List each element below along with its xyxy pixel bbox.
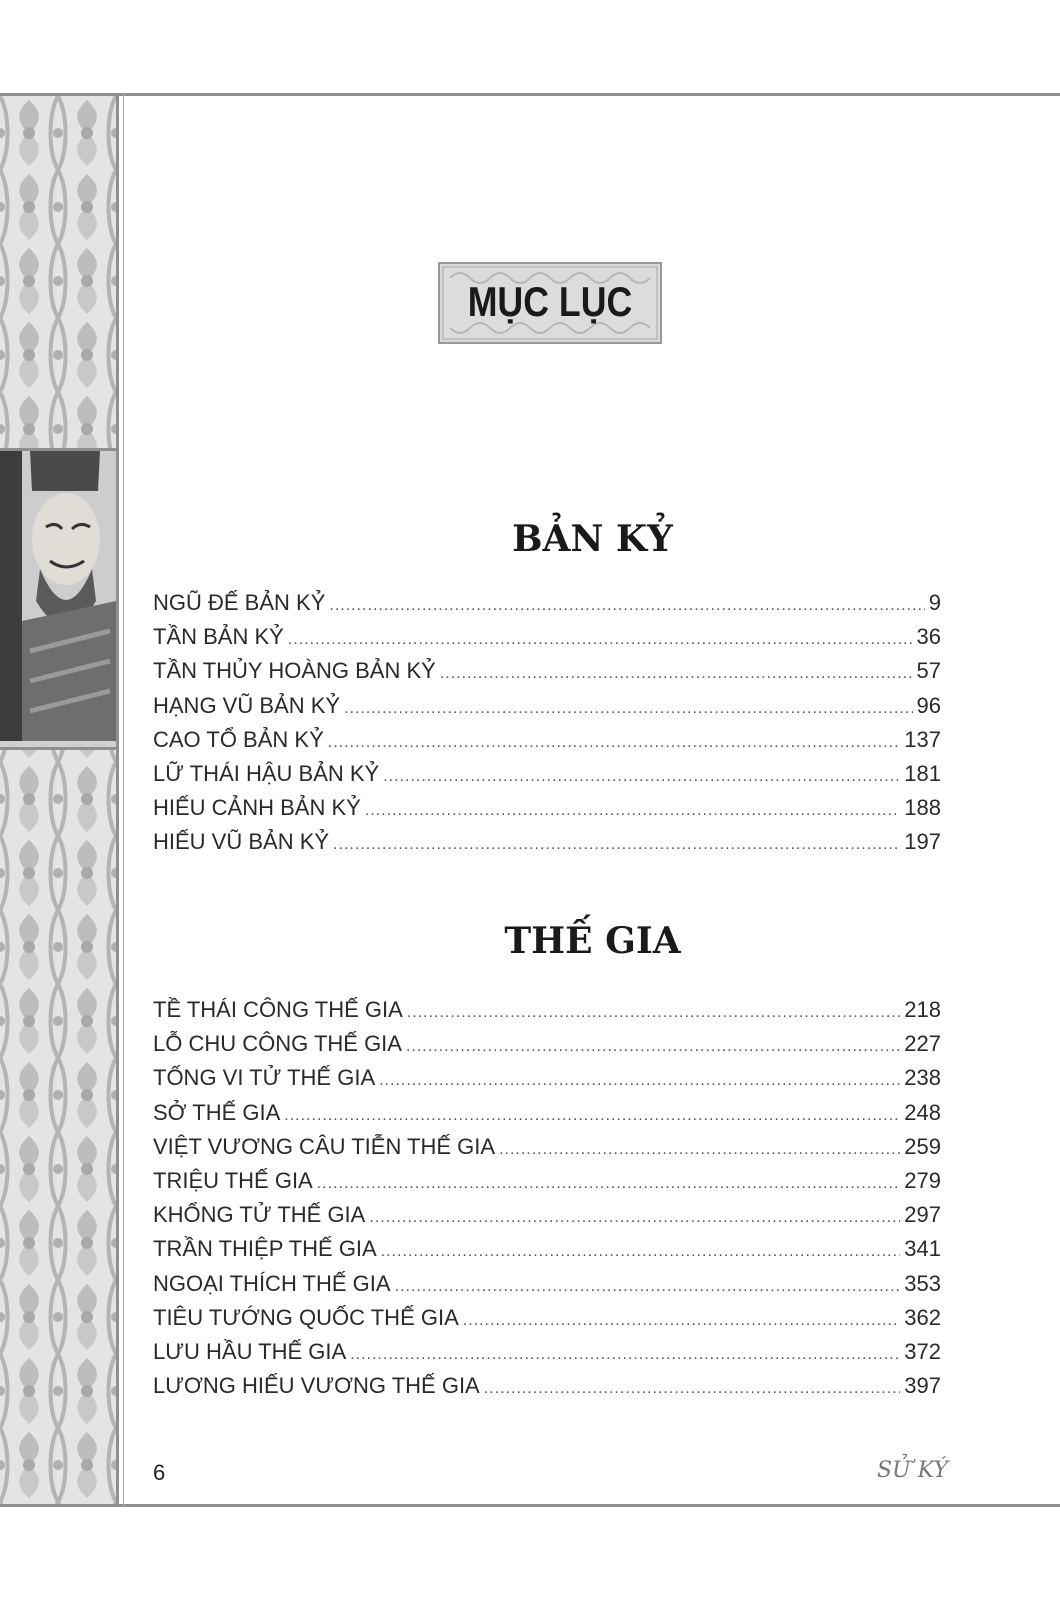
toc-entry-label: LỖ CHU CÔNG THẾ GIA <box>153 1031 402 1057</box>
toc-entry[interactable] <box>153 761 941 795</box>
emperor-portrait-image <box>0 448 116 750</box>
toc-list-ban-ky <box>153 590 941 864</box>
dot-leader <box>365 802 900 820</box>
dot-leader <box>328 734 901 752</box>
toc-entry-label: LƯU HẦU THẾ GIA <box>153 1338 347 1364</box>
toc-entry[interactable] <box>153 1065 941 1099</box>
toc-entry-page: 372 <box>904 1338 941 1364</box>
toc-entry-label: NGOẠI THÍCH THẾ GIA <box>153 1270 391 1296</box>
toc-entry-label: CAO TỔ BẢN KỶ <box>153 726 324 752</box>
dot-leader <box>407 1004 901 1022</box>
toc-entry-label: LỮ THÁI HẬU BẢN KỶ <box>153 760 380 786</box>
toc-entry-page: 188 <box>904 795 941 821</box>
toc-entry-label: KHỔNG TỬ THẾ GIA <box>153 1202 366 1228</box>
toc-entry[interactable] <box>153 829 941 863</box>
toc-entry-page: 362 <box>904 1304 941 1330</box>
dot-leader <box>395 1278 901 1296</box>
toc-entry[interactable] <box>153 997 941 1031</box>
toc-entry[interactable] <box>153 1305 941 1339</box>
toc-entry-page: 397 <box>904 1373 941 1399</box>
toc-entry-page: 297 <box>904 1202 941 1228</box>
ornamental-side-border <box>0 96 116 1504</box>
toc-entry-label: HIẾU VŨ BẢN KỶ <box>153 829 330 855</box>
toc-entry-page: 181 <box>904 760 941 786</box>
toc-entry-label: HẠNG VŨ BẢN KỶ <box>153 692 341 718</box>
toc-entry-page: 341 <box>904 1236 941 1262</box>
toc-entry-label: HIẾU CẢNH BẢN KỶ <box>153 795 361 821</box>
toc-entry[interactable] <box>153 624 941 658</box>
toc-entry[interactable] <box>153 1271 941 1305</box>
toc-entry[interactable] <box>153 590 941 624</box>
toc-entry-label: TRIỆU THẾ GIA <box>153 1167 313 1193</box>
dot-leader <box>484 1380 901 1398</box>
dot-leader <box>284 1107 900 1125</box>
dot-leader <box>317 1175 901 1193</box>
toc-entry-label: TỀ THÁI CÔNG THẾ GIA <box>153 997 403 1022</box>
top-rule <box>0 93 1060 96</box>
dot-leader <box>379 1072 900 1090</box>
toc-entry-page: 137 <box>904 726 941 752</box>
toc-entry-page: 279 <box>904 1167 941 1193</box>
toc-entry-label: NGŨ ĐẾ BẢN KỶ <box>153 590 326 615</box>
toc-entry-label: SỞ THẾ GIA <box>153 1099 281 1125</box>
toc-entry-label: TIÊU TƯỚNG QUỐC THẾ GIA <box>153 1304 459 1330</box>
toc-entry-page: 238 <box>904 1065 941 1091</box>
toc-entry[interactable] <box>153 1134 941 1168</box>
dot-leader <box>499 1141 900 1159</box>
toc-entry[interactable] <box>153 1339 941 1373</box>
toc-entry[interactable] <box>153 1100 941 1134</box>
toc-entry[interactable] <box>153 1168 941 1202</box>
toc-entry-label: TẦN THỦY HOÀNG BẢN KỶ <box>153 658 436 684</box>
toc-entry[interactable] <box>153 727 941 761</box>
toc-entry[interactable] <box>153 658 941 692</box>
dot-leader <box>463 1312 901 1330</box>
dot-leader <box>369 1209 900 1227</box>
toc-entry-page: 353 <box>904 1270 941 1296</box>
toc-entry-page: 248 <box>904 1099 941 1125</box>
title-plaque <box>438 262 662 344</box>
toc-list-the-gia <box>153 997 941 1407</box>
dot-leader <box>440 665 913 683</box>
section-heading-the-gia: THẾ GIA <box>504 920 681 962</box>
toc-entry[interactable] <box>153 1373 941 1407</box>
left-frame-inner-rule <box>123 93 124 1507</box>
toc-entry-page: 197 <box>904 829 941 855</box>
toc-entry[interactable] <box>153 1202 941 1236</box>
dot-leader <box>406 1038 900 1056</box>
section-heading-ban-ky: BẢN KỶ <box>512 518 673 560</box>
dot-leader <box>329 597 924 615</box>
dot-leader <box>288 631 913 649</box>
toc-entry[interactable] <box>153 795 941 829</box>
dot-leader <box>333 836 900 854</box>
toc-entry-label: LƯƠNG HIẾU VƯƠNG THẾ GIA <box>153 1373 480 1399</box>
toc-entry-page: 96 <box>916 692 941 718</box>
left-frame-rule <box>116 93 119 1507</box>
toc-entry-page: 36 <box>916 624 941 650</box>
dot-leader <box>350 1346 900 1364</box>
dot-leader <box>344 700 912 718</box>
toc-entry-page: 57 <box>916 658 941 684</box>
toc-entry-page: 9 <box>928 590 941 615</box>
page-number: 6 <box>153 1460 166 1485</box>
toc-entry-page: 227 <box>904 1031 941 1057</box>
toc-entry[interactable] <box>153 1031 941 1065</box>
toc-entry-label: TRẦN THIỆP THẾ GIA <box>153 1236 377 1262</box>
dot-leader <box>381 1243 901 1261</box>
toc-entry-label: TẦN BẢN KỶ <box>153 624 284 650</box>
running-title: SỬ KÝ <box>877 1458 948 1483</box>
toc-entry-page: 218 <box>904 997 941 1022</box>
bottom-rule <box>0 1504 1060 1507</box>
dot-leader <box>383 768 900 786</box>
toc-entry-label: TỐNG VI TỬ THẾ GIA <box>153 1065 376 1091</box>
toc-entry-page: 259 <box>904 1133 941 1159</box>
page-title: MỤC LỤC <box>467 278 633 325</box>
toc-entry-label: VIỆT VƯƠNG CÂU TIỄN THẾ GIA <box>153 1133 496 1159</box>
toc-entry[interactable] <box>153 693 941 727</box>
toc-entry[interactable] <box>153 1236 941 1270</box>
